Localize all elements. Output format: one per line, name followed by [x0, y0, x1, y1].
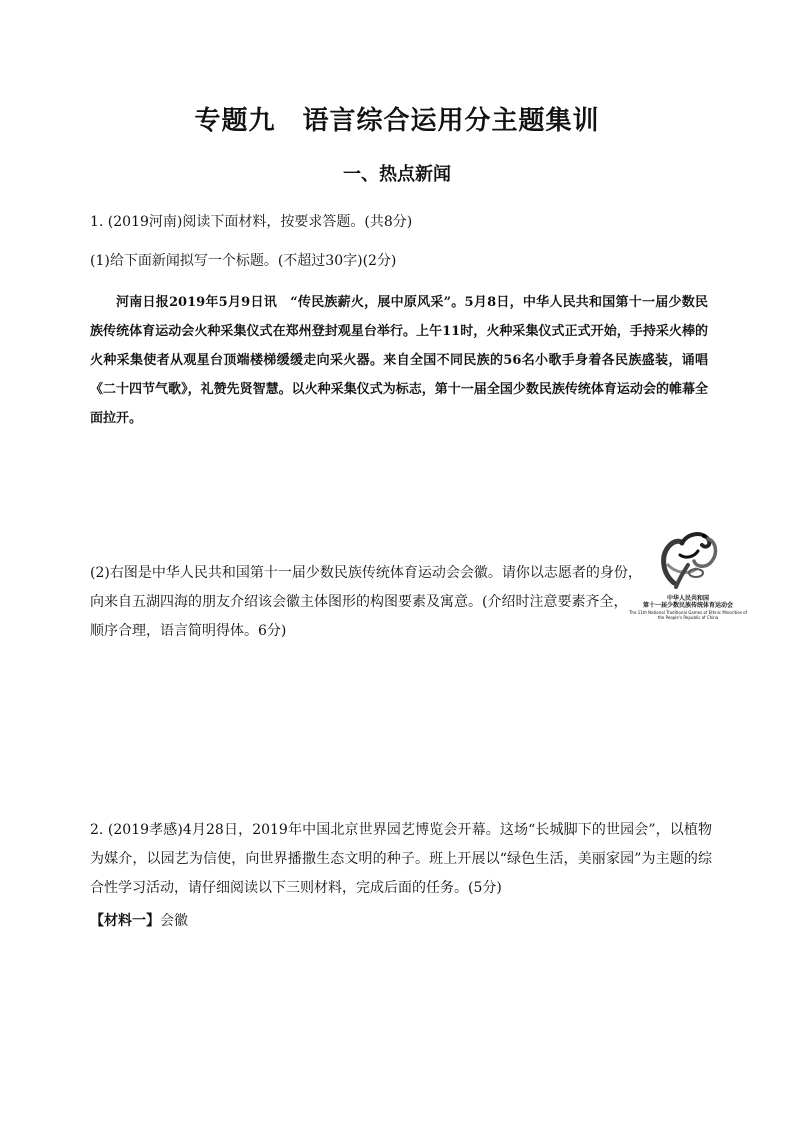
- question-1-part-2-line-1: (2)右图是中华人民共和国第十一届少数民族传统体育运动会会徽。请你以志愿者的身份，: [90, 565, 642, 581]
- games-emblem: [622, 525, 754, 625]
- emblem-caption-line-1: 中华人民共和国: [666, 595, 709, 602]
- question-1-part-1: (1)给下面新闻拟写一个标题。(不超过30字)(2分): [90, 253, 397, 269]
- material-one-label: 【材料一】: [90, 913, 160, 929]
- question-1-part-2-line-2: 向来自五湖四海的朋友介绍该会徽主体图形的构图要素及寓意。(介绍时注意要素齐全，: [90, 594, 628, 610]
- material-one-title: 会徽: [160, 913, 188, 929]
- section-subtitle: 一、热点新闻: [343, 164, 451, 185]
- emblem-caption-line-3: The 11th National Traditional Games of Ethnic Minorities of: [628, 610, 747, 615]
- question-1-part-2-line-3: 顺序合理，语言简明得体。6分): [90, 623, 287, 639]
- news-lead: 河南日报: [116, 295, 169, 310]
- question-2-stem: 2. (2019孝感)4月28日，2019年中国北京世界园艺博览会开幕。这场“长城脚下的世园会”，以植物为媒介，以园艺为信使，向世界播撒生态文明的种子。班上开展以“绿色生活，美丽家园”为主题的综合性学习活动，请仔细阅读以下三则材料，完成后面的任务。(5分): [90, 822, 712, 896]
- material-one-heading: [90, 911, 188, 931]
- emblem-caption-line-4: the People's Republic of China: [657, 615, 719, 620]
- question-1-part-2: [90, 559, 642, 646]
- emblem-figure-icon: [622, 525, 754, 595]
- question-1-stem: 1. (2019河南)阅读下面材料，按要求答题。(共8分): [90, 214, 413, 230]
- emblem-caption-line-2: 第十一届少数民族传统体育运动会: [642, 602, 733, 609]
- news-paragraph: [90, 288, 708, 433]
- page-title: 专题九 语言综合运用分主题集训: [194, 106, 600, 136]
- news-body: 2019年5月9日讯 “传民族薪火，展中原风采”。5月8日，中华人民共和国第十一届少数民族传统体育运动会火种采集仪式在郑州登封观星台举行。上午11时，火种采集仪式正式开始，手持采火棒的火种采集使者从观星台顶端楼梯缓缓走向采火器。来自全国不同民族的56名小歌手身着各民族盛装，诵唱《二十四节气歌》，礼赞先贤智慧。以火种采集仪式为标志，第十一届全国少数民族传统体育运动会的帷幕全面拉开。: [90, 295, 708, 426]
